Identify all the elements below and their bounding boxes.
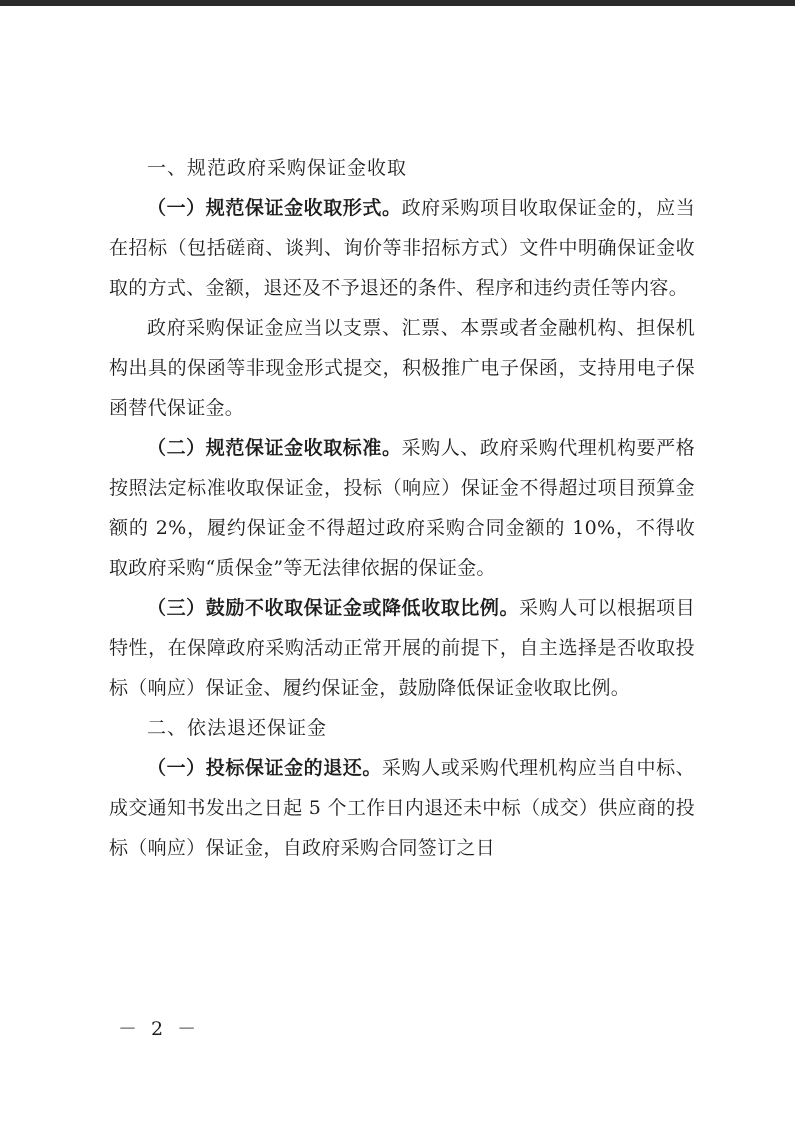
- paragraph-1: [109, 188, 695, 308]
- paragraph-5: [109, 748, 695, 868]
- paragraph-4: [109, 588, 695, 708]
- paragraph-text: 采购人、政府采购代理机构要严格按照法定标准收取保证金，投标（响应）保证金不得超过项目预算金额的 2%，履约保证金不得超过政府采购合同金额的 10%，不得收取政府采购“质保金”等无法律依据的保证金。: [109, 437, 695, 579]
- section-heading-2: 二、依法退还保证金: [147, 717, 328, 739]
- paragraph-lead: （三）鼓励不收取保证金或降低收取比例。: [147, 597, 520, 619]
- document-body: [109, 148, 695, 868]
- paragraph-lead: （二）规范保证金收取标准。: [147, 437, 402, 459]
- paragraph-text: 政府采购保证金应当以支票、汇票、本票或者金融机构、担保机构出具的保函等非现金形式提交，积极推广电子保函，支持用电子保函替代保证金。: [109, 317, 695, 419]
- scan-top-edge: [0, 0, 795, 6]
- paragraph-text: 采购人或采购代理机构应当自中标、成交通知书发出之日起 5 个工作日内退还未中标（成交）供应商的投标（响应）保证金，自政府采购合同签订之日: [109, 757, 695, 859]
- paragraph-3: [109, 428, 695, 588]
- paragraph-lead: （一）规范保证金收取形式。: [147, 197, 402, 219]
- paragraph-text: 采购人可以根据项目特性，在保障政府采购活动正常开展的前提下，自主选择是否收取投标（响应）保证金、履约保证金，鼓励降低保证金收取比例。: [109, 597, 695, 699]
- page-number: － 2 －: [118, 1018, 201, 1040]
- paragraph-lead: （一）投标保证金的退还。: [147, 757, 382, 779]
- paragraph-2: [109, 308, 695, 428]
- section-heading-1: 一、规范政府采购保证金收取: [147, 157, 408, 179]
- paragraph-text: 政府采购项目收取保证金的，应当在招标（包括磋商、谈判、询价等非招标方式）文件中明确保证金收取的方式、金额，退还及不予退还的条件、程序和违约责任等内容。: [109, 197, 695, 299]
